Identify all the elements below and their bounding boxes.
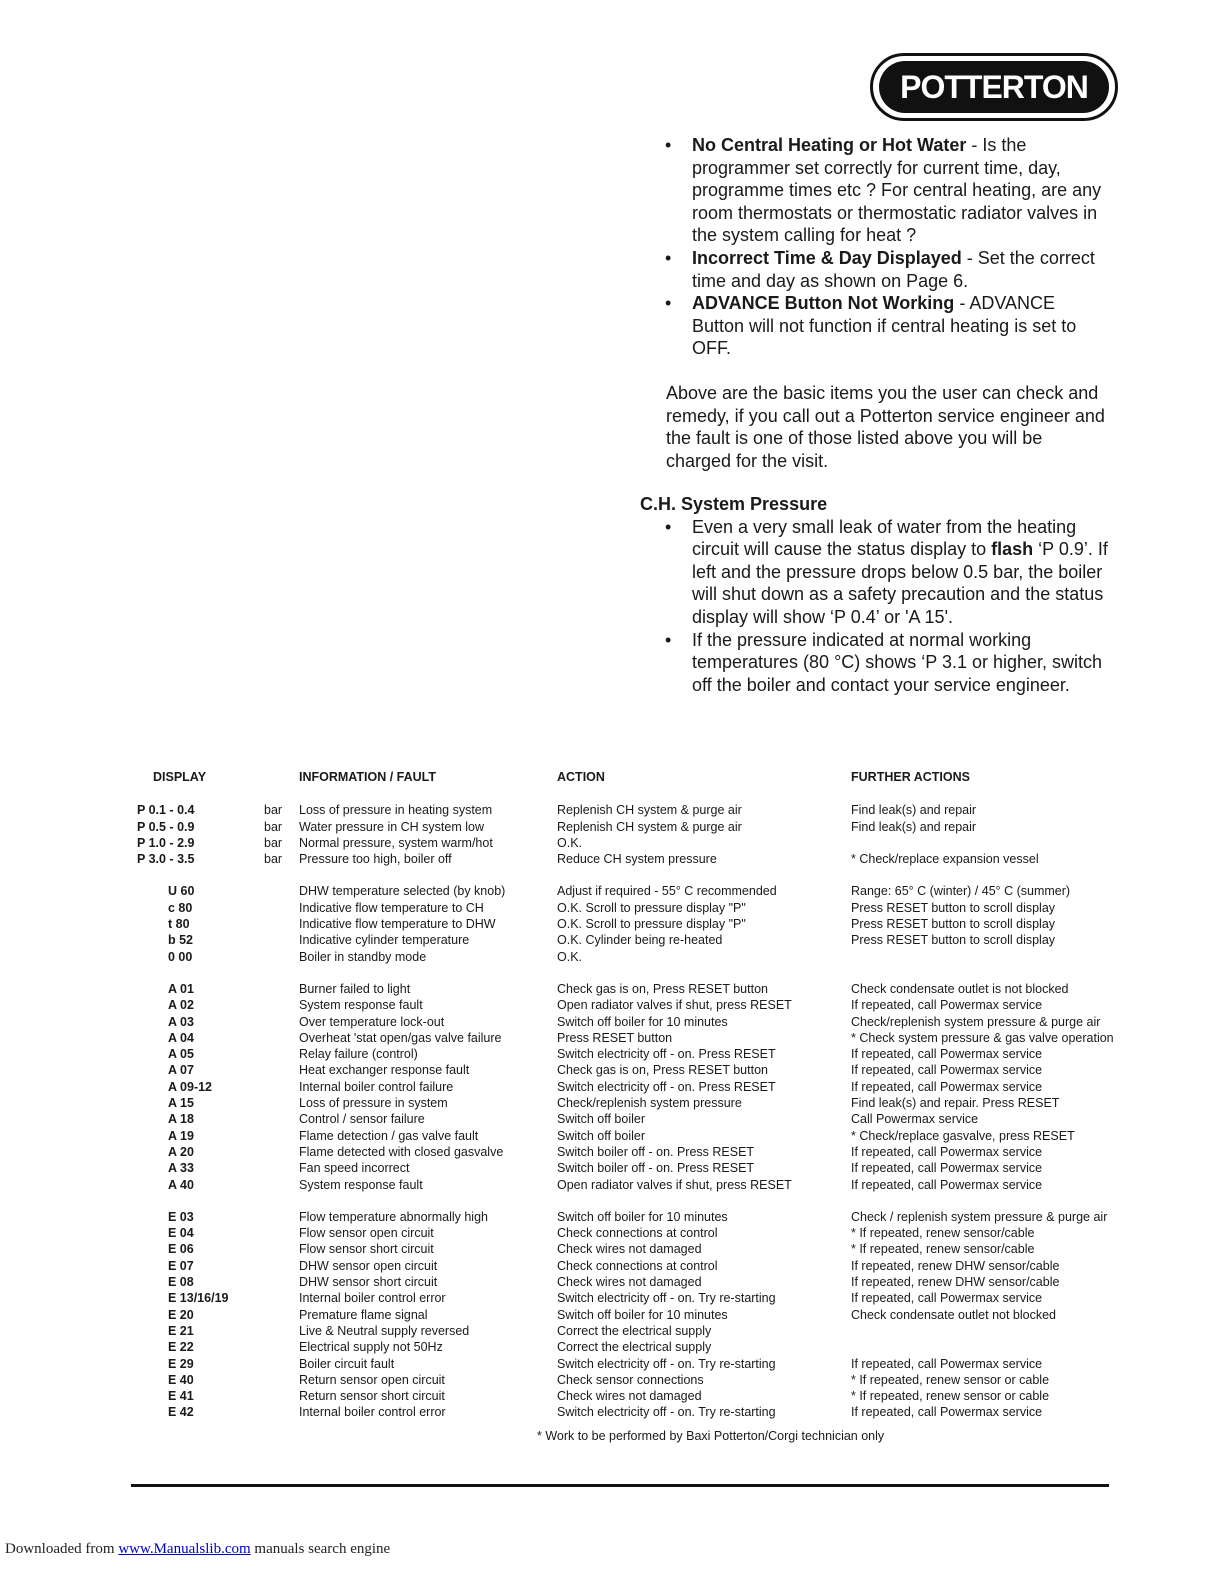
info-cell: Internal boiler control failure [299, 1079, 454, 1094]
table-row [137, 1323, 1151, 1339]
table-row [137, 981, 1151, 997]
table-row [137, 1095, 1151, 1111]
display-unit [264, 949, 299, 965]
action-cell: Check wires not damaged [557, 1389, 702, 1404]
action-cell: O.K. [557, 949, 583, 964]
download-prefix: Downloaded from [5, 1541, 119, 1557]
further-action-cell: * If repeated, renew sensor or cable [851, 1372, 1050, 1387]
table-row [137, 1128, 1151, 1144]
action-cell: Switch electricity off - on. Press RESET [557, 1047, 776, 1062]
group-spacer [137, 965, 1151, 981]
info-cell: Flow sensor open circuit [299, 1226, 434, 1241]
info-cell: Fan speed incorrect [299, 1161, 410, 1176]
section-heading: C.H. System Pressure [640, 494, 828, 514]
display-unit [264, 1356, 299, 1372]
display-code: A 20 [168, 1144, 194, 1159]
display-code: A 33 [168, 1161, 194, 1176]
further-action-cell: Press RESET button to scroll display [851, 900, 1056, 915]
info-cell: Flow temperature abnormally high [299, 1209, 488, 1224]
further-action-cell: If repeated, call Powermax service [851, 1144, 1043, 1159]
display-unit [264, 1241, 299, 1257]
display-unit: bar [264, 852, 283, 867]
table-row [137, 1079, 1151, 1095]
info-cell: Flow sensor short circuit [299, 1242, 434, 1257]
display-code: E 06 [168, 1242, 194, 1257]
display-unit [264, 900, 299, 916]
action-cell: Switch electricity off - on. Try re-starting [557, 1356, 776, 1371]
column-header-further-actions: FURTHER ACTIONS [851, 770, 970, 784]
table-row [137, 1372, 1151, 1388]
table-row [137, 1144, 1151, 1160]
action-cell: Switch off boiler for 10 minutes [557, 1209, 728, 1224]
display-unit [264, 916, 299, 932]
display-unit [264, 981, 299, 997]
action-cell: Switch boiler off - on. Press RESET [557, 1144, 755, 1159]
further-action-cell: Check / replenish system pressure & purge air [851, 1209, 1108, 1224]
further-action-cell: If repeated, call Powermax service [851, 998, 1043, 1013]
display-code: E 40 [168, 1372, 194, 1387]
display-unit [264, 1046, 299, 1062]
further-action-cell [851, 949, 1151, 965]
display-code: A 04 [168, 1030, 194, 1045]
item-title: ADVANCE Button Not Working [692, 293, 955, 314]
info-cell: Flame detection / gas valve fault [299, 1128, 479, 1143]
action-cell: Correct the electrical supply [557, 1323, 712, 1338]
potterton-logo [870, 53, 1118, 121]
action-cell: Switch boiler off - on. Press RESET [557, 1161, 755, 1176]
further-action-cell: * If repeated, renew sensor or cable [851, 1389, 1050, 1404]
item-title: Incorrect Time & Day Displayed [692, 247, 962, 268]
info-cell: Boiler circuit fault [299, 1356, 395, 1371]
action-cell: Check/replenish system pressure [557, 1096, 742, 1111]
display-code: P 3.0 - 3.5 [137, 852, 195, 867]
display-unit [264, 1144, 299, 1160]
display-unit [264, 1079, 299, 1095]
item-text: - Is the programmer set correctly for current time, day, programme times etc ? For central heating, are any room thermostats or thermostatic radiator valves in the system calling for heat ? [692, 135, 1102, 246]
info-cell: Internal boiler control error [299, 1291, 446, 1306]
table-row [137, 1290, 1151, 1306]
item-emphasis: flash [991, 539, 1034, 560]
info-cell: DHW sensor open circuit [299, 1258, 438, 1273]
bullet-icon: • [665, 293, 672, 314]
list-item [640, 516, 1110, 629]
table-row [137, 1356, 1151, 1372]
user-check-paragraph: Above are the basic items you the user can check and remedy, if you call out a Potterton service engineer and the fault is one of those listed above you will be charged for the visit. [666, 383, 1105, 471]
table-row [137, 1388, 1151, 1404]
display-code: U 60 [168, 884, 195, 899]
action-cell: Switch electricity off - on. Try re-starting [557, 1291, 776, 1306]
display-code: t 80 [168, 917, 190, 932]
info-cell: Electrical supply not 50Hz [299, 1340, 443, 1355]
further-action-cell: If repeated, call Powermax service [851, 1405, 1043, 1420]
info-cell: Return sensor open circuit [299, 1372, 445, 1387]
info-cell: Indicative flow temperature to CH [299, 900, 484, 915]
action-cell: Check connections at control [557, 1226, 718, 1241]
display-unit [264, 1258, 299, 1274]
display-code: E 42 [168, 1405, 194, 1420]
info-cell: Overheat 'stat open/gas valve failure [299, 1030, 502, 1045]
manualslib-link[interactable]: www.Manualslib.com [118, 1541, 251, 1557]
download-suffix: manuals search engine [250, 1541, 391, 1557]
table-row [137, 883, 1151, 899]
action-cell: Open radiator valves if shut, press RESET [557, 1177, 792, 1192]
further-action-cell: If repeated, call Powermax service [851, 1079, 1043, 1094]
info-cell: Boiler in standby mode [299, 949, 427, 964]
display-code: A 18 [168, 1112, 194, 1127]
further-action-cell: Press RESET button to scroll display [851, 917, 1056, 932]
display-unit [264, 1095, 299, 1111]
further-action-cell: If repeated, call Powermax service [851, 1063, 1043, 1078]
further-action-cell: If repeated, call Powermax service [851, 1291, 1043, 1306]
action-cell: Check connections at control [557, 1258, 718, 1273]
item-title: No Central Heating or Hot Water [692, 135, 967, 155]
further-action-cell: Find leak(s) and repair [851, 819, 977, 834]
action-cell: Replenish CH system & purge air [557, 803, 742, 818]
table-row [137, 1111, 1151, 1127]
display-code: b 52 [168, 933, 194, 948]
info-cell: Water pressure in CH system low [299, 819, 484, 834]
table-row [137, 1307, 1151, 1323]
further-action-cell: Find leak(s) and repair [851, 803, 977, 818]
action-cell: Switch off boiler [557, 1112, 646, 1127]
display-code: E 13/16/19 [168, 1291, 229, 1306]
display-unit [264, 1323, 299, 1339]
display-unit: bar [264, 819, 283, 834]
further-action-cell: Check condensate outlet not blocked [851, 1307, 1056, 1322]
troubleshooting-list [640, 134, 1110, 360]
display-unit [264, 1290, 299, 1306]
bullet-icon: • [665, 629, 672, 650]
display-unit [264, 1274, 299, 1290]
info-cell: System response fault [299, 1177, 423, 1192]
display-code: P 0.5 - 0.9 [137, 819, 195, 834]
group-spacer [137, 867, 1151, 883]
table-row [137, 1258, 1151, 1274]
group-spacer [137, 1193, 1151, 1209]
further-action-cell: If repeated, call Powermax service [851, 1177, 1043, 1192]
display-code: E 07 [168, 1258, 194, 1273]
further-action-cell: Check condensate outlet is not blocked [851, 981, 1069, 996]
display-unit [264, 1128, 299, 1144]
info-cell: Burner failed to light [299, 981, 411, 996]
table-body [137, 802, 1151, 1420]
display-code: 0 00 [168, 949, 193, 964]
table-row [137, 802, 1151, 818]
table-row [137, 819, 1151, 835]
display-unit [264, 997, 299, 1013]
info-cell: Return sensor short circuit [299, 1389, 445, 1404]
list-item [640, 629, 1110, 697]
further-action-cell: * Check system pressure & gas valve operation [851, 1030, 1114, 1045]
further-action-cell: Check/replenish system pressure & purge air [851, 1014, 1101, 1029]
fault-code-table [137, 769, 1151, 1421]
further-action-cell: Press RESET button to scroll display [851, 933, 1056, 948]
info-cell: System response fault [299, 998, 423, 1013]
display-code: A 07 [168, 1063, 194, 1078]
action-cell: Check wires not damaged [557, 1275, 702, 1290]
further-action-cell: If repeated, call Powermax service [851, 1356, 1043, 1371]
bullet-icon: • [665, 516, 672, 537]
further-action-cell: * Check/replace expansion vessel [851, 852, 1039, 867]
display-unit [264, 1339, 299, 1355]
info-cell: DHW temperature selected (by knob) [299, 884, 506, 899]
info-cell: Normal pressure, system warm/hot [299, 835, 493, 850]
logo-badge [879, 61, 1109, 113]
display-unit [264, 1160, 299, 1176]
logo-text: POTTERTON [900, 68, 1088, 105]
item-text: Even a very small leak of water from the heating circuit will cause the status display to [692, 516, 1077, 560]
table-row [137, 1160, 1151, 1176]
table-row [137, 835, 1151, 851]
column-header-information: INFORMATION / FAULT [299, 770, 437, 784]
table-row [137, 900, 1151, 916]
action-cell: O.K. Cylinder being re-heated [557, 933, 723, 948]
footer-rule [131, 1484, 1109, 1487]
display-code: A 09-12 [168, 1079, 213, 1094]
action-cell: Check wires not damaged [557, 1242, 702, 1257]
display-unit [264, 1177, 299, 1193]
info-cell: Live & Neutral supply reversed [299, 1323, 470, 1338]
action-cell: Correct the electrical supply [557, 1340, 712, 1355]
action-cell: Check gas is on, Press RESET button [557, 981, 768, 996]
info-cell: Loss of pressure in heating system [299, 803, 493, 818]
display-code: c 80 [168, 900, 193, 915]
display-unit: bar [264, 835, 283, 850]
display-code: P 0.1 - 0.4 [137, 803, 195, 818]
display-unit [264, 1030, 299, 1046]
display-unit [264, 1404, 299, 1420]
table-row [137, 1046, 1151, 1062]
display-code: A 40 [168, 1177, 194, 1192]
display-unit [264, 883, 299, 899]
further-action-cell [851, 1339, 1151, 1355]
info-cell: Indicative cylinder temperature [299, 933, 470, 948]
list-item [640, 292, 1110, 360]
further-action-cell [851, 835, 1151, 851]
action-cell: O.K. Scroll to pressure display "P" [557, 900, 746, 915]
display-unit [264, 1062, 299, 1078]
further-action-cell: If repeated, renew DHW sensor/cable [851, 1275, 1060, 1290]
download-notice [5, 1541, 390, 1558]
column-header-display: DISPLAY [153, 770, 207, 784]
info-cell: Relay failure (control) [299, 1047, 418, 1062]
table-row [137, 1062, 1151, 1078]
action-cell: Switch electricity off - on. Press RESET [557, 1079, 776, 1094]
display-code: A 01 [168, 981, 194, 996]
display-unit [264, 1209, 299, 1225]
action-cell: O.K. [557, 835, 583, 850]
display-unit [264, 1111, 299, 1127]
display-unit [264, 1225, 299, 1241]
table-row [137, 1241, 1151, 1257]
further-action-cell: Find leak(s) and repair. Press RESET [851, 1096, 1060, 1111]
table-row [137, 949, 1151, 965]
display-unit [264, 1388, 299, 1404]
item-text: ‘P 0.9’. If left and the pressure drops below 0.5 bar, the boiler will shut down as a safety precaution and the status display will show ‘P 0.4’ or 'A 15'. [692, 539, 1108, 627]
further-action-cell: If repeated, renew DHW sensor/cable [851, 1258, 1060, 1273]
info-cell: Flame detected with closed gasvalve [299, 1144, 504, 1159]
further-action-cell: If repeated, call Powermax service [851, 1161, 1043, 1176]
info-cell: Internal boiler control error [299, 1405, 446, 1420]
display-code: E 22 [168, 1340, 194, 1355]
further-action-cell: * Check/replace gasvalve, press RESET [851, 1128, 1075, 1143]
display-code: E 20 [168, 1307, 194, 1322]
footnote: * Work to be performed by Baxi Potterton/Corgi technician only [537, 1429, 885, 1443]
bullet-icon: • [665, 247, 672, 268]
display-code: A 15 [168, 1096, 194, 1111]
info-cell: Indicative flow temperature to DHW [299, 917, 496, 932]
action-cell: Replenish CH system & purge air [557, 819, 742, 834]
display-unit [264, 1307, 299, 1323]
action-cell: Check gas is on, Press RESET button [557, 1063, 768, 1078]
display-code: A 02 [168, 998, 194, 1013]
further-action-cell [851, 1323, 1151, 1339]
table-row [137, 997, 1151, 1013]
action-cell: Switch off boiler for 10 minutes [557, 1307, 728, 1322]
bullet-icon: • [665, 135, 672, 155]
further-action-cell: * If repeated, renew sensor/cable [851, 1242, 1035, 1257]
table-row [137, 1030, 1151, 1046]
table-row [137, 1274, 1151, 1290]
further-action-cell: Range: 65° C (winter) / 45° C (summer) [851, 884, 1071, 899]
action-cell: Adjust if required - 55° C recommended [557, 884, 777, 899]
table-row [137, 1339, 1151, 1355]
action-cell: O.K. Scroll to pressure display "P" [557, 917, 746, 932]
display-code: E 21 [168, 1323, 194, 1338]
display-unit: bar [264, 803, 283, 818]
action-cell: Open radiator valves if shut, press RESET [557, 998, 792, 1013]
table-header-row [137, 769, 1151, 802]
item-text: If the pressure indicated at normal working temperatures (80 °C) shows ‘P 3.1 or higher, switch off the boiler and contact your service engineer. [692, 629, 1103, 695]
list-item [640, 247, 1110, 292]
display-code: P 1.0 - 2.9 [137, 835, 195, 850]
info-cell: Loss of pressure in system [299, 1096, 448, 1111]
display-code: A 19 [168, 1128, 194, 1143]
info-cell: Heat exchanger response fault [299, 1063, 470, 1078]
table-row [137, 916, 1151, 932]
table-row [137, 1225, 1151, 1241]
column-header-action: ACTION [557, 770, 605, 784]
list-item [640, 134, 1110, 247]
info-cell: Control / sensor failure [299, 1112, 425, 1127]
action-cell: Switch electricity off - on. Try re-starting [557, 1405, 776, 1420]
action-cell: Reduce CH system pressure [557, 852, 717, 867]
display-code: A 03 [168, 1014, 194, 1029]
table-row [137, 851, 1151, 867]
further-action-cell: * If repeated, renew sensor/cable [851, 1226, 1035, 1241]
display-code: E 41 [168, 1389, 194, 1404]
display-code: A 05 [168, 1047, 194, 1062]
action-cell: Check sensor connections [557, 1372, 704, 1387]
display-code: E 04 [168, 1226, 194, 1241]
further-action-cell: If repeated, call Powermax service [851, 1047, 1043, 1062]
info-cell: DHW sensor short circuit [299, 1275, 438, 1290]
info-cell: Pressure too high, boiler off [299, 852, 452, 867]
table-row [137, 1404, 1151, 1420]
table-row [137, 1177, 1151, 1193]
display-unit [264, 1014, 299, 1030]
table-row [137, 932, 1151, 948]
further-action-cell: Call Powermax service [851, 1112, 979, 1127]
action-cell: Press RESET button [557, 1030, 673, 1045]
display-unit [264, 1372, 299, 1388]
table-row [137, 1014, 1151, 1030]
table-row [137, 1209, 1151, 1225]
info-cell: Premature flame signal [299, 1307, 428, 1322]
display-code: E 29 [168, 1356, 194, 1371]
display-unit [264, 932, 299, 948]
pressure-section [640, 493, 1110, 696]
display-code: E 08 [168, 1275, 194, 1290]
info-cell: Over temperature lock-out [299, 1014, 445, 1029]
item-text: - ADVANCE Button will not function if central heating is set to OFF. [692, 293, 1077, 359]
item-text: - Set the correct time and day as shown on Page 6. [692, 247, 1095, 291]
action-cell: Switch off boiler for 10 minutes [557, 1014, 728, 1029]
action-cell: Switch off boiler [557, 1128, 646, 1143]
display-code: E 03 [168, 1209, 194, 1224]
